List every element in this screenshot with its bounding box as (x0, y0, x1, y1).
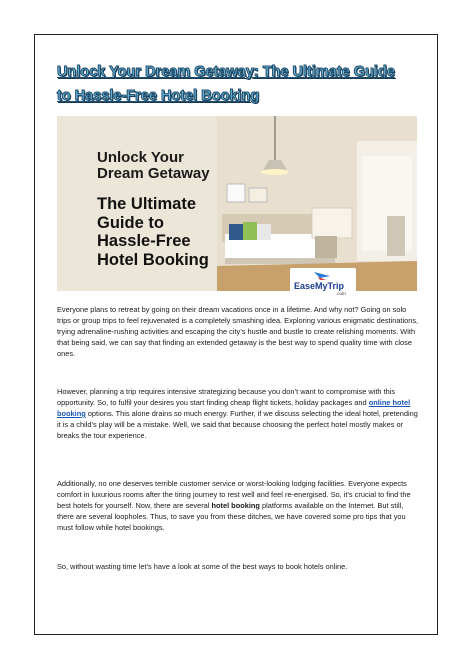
paragraph-customer-service (57, 478, 419, 533)
online-hotel-booking-link[interactable]: online hotel booking (57, 398, 411, 418)
paragraph-service-text-b: platforms available on the Internet. But still, there are several loopholes. Thus, to save you from these ditches, we have covered some pro tips that you must follow while hotel bookings. (57, 501, 406, 532)
hero-banner-image (57, 116, 417, 291)
banner-line-2: Dream Getaway (97, 165, 210, 182)
document-title (57, 60, 427, 108)
paragraph-planning (57, 386, 419, 441)
paragraph-intro: Everyone plans to retreat by going on their dream vacations once in a lifetime. And why not? Going on solo trips or group trips to feel rejuvenated is a completely smashing idea. Exploring various enigmatic destinations, trying adrenaline-rushing activities and escaping the city’s hustle and bustle to create relishing moments. With that being said, we can say that finding an extended getaway is the best way to spend quality time with close ones. (57, 305, 419, 358)
title-line-2: to Hassle-Free Hotel Booking (57, 88, 260, 104)
banner-line-1: Unlock Your (97, 149, 184, 166)
paragraph-service-text-a: Additionally, no one deserves terrible customer service or worst-looking lodging facilities. Everyone expects comfort in luxurious rooms after the tiring journey to rest well and feel re-energised. So, it’s crucial to find the best hotels for yourself. Now, there are several (57, 479, 411, 510)
paragraph-planning-text-a: However, planning a trip requires intensive strategizing because you don’t want to compromise with this opportunity. So, to fulfil your desires you start finding cheap flight tickets, holiday packages and (57, 387, 396, 407)
logo-text: EaseMyTrip (294, 281, 345, 291)
banner-subtitle (97, 150, 210, 182)
paragraph-planning-text-b: options. This alone drains so much energy. Further, if we discuss selecting the ideal hotel, pretending it is a child’s play will be a mistake. Well, we said that because choosing the perfect hotel mostly makes or breaks the tour experience. (57, 409, 418, 440)
banner-big-3: Hassle-Free (97, 232, 191, 250)
logo-mark-icon (290, 268, 356, 300)
banner-headline (97, 195, 209, 269)
easemytrip-logo (290, 268, 356, 300)
paragraph-conclusion: So, without wasting time let’s have a look at some of the best ways to book hotels online. (57, 562, 348, 571)
banner-big-1: The Ultimate (97, 195, 197, 213)
logo-suffix: .com (336, 291, 346, 296)
banner-big-2: Guide to (97, 213, 164, 232)
title-line-1: Unlock Your Dream Getaway: The Ultimate Guide (57, 64, 395, 80)
banner-big-4: Hotel Booking (97, 250, 209, 269)
hotel-booking-bold: hotel booking (211, 501, 260, 510)
